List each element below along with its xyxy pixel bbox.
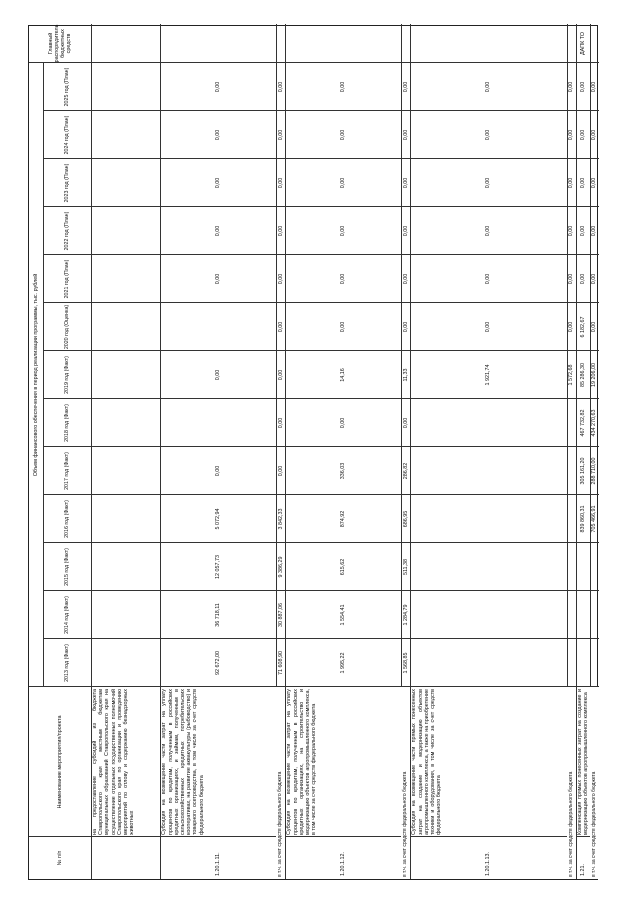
row-value: 0,00 bbox=[277, 273, 284, 285]
row-name: Компенсация прямых понесенных затрат на создание и модернизацию объектов агропромышленного комплекса bbox=[576, 689, 590, 835]
row-value: 19 206,00 bbox=[591, 363, 598, 387]
row-value: 3 842,33 bbox=[277, 508, 284, 530]
row-code: 1.21. bbox=[579, 864, 586, 876]
row-value: 0,00 bbox=[591, 273, 598, 285]
row-value bbox=[91, 543, 160, 591]
row-value bbox=[590, 639, 599, 687]
row-manager bbox=[160, 24, 276, 63]
row-value: 30 887,06 bbox=[277, 603, 284, 627]
row-value bbox=[410, 591, 566, 639]
row-value: 9 386,29 bbox=[277, 556, 284, 578]
header-year-3: 2016 год (Факт) bbox=[63, 500, 70, 538]
row-value: 0,00 bbox=[402, 129, 409, 141]
header-year-9: 2022 год (План) bbox=[63, 211, 70, 251]
row-value: 0,00 bbox=[340, 321, 347, 333]
row-value: 1 284,79 bbox=[402, 604, 409, 626]
row-value: 6 182,67 bbox=[579, 316, 586, 338]
row-value bbox=[91, 495, 160, 543]
header-year-8: 2021 год (План) bbox=[63, 259, 70, 299]
row-value: 0,00 bbox=[485, 81, 492, 93]
row-value bbox=[91, 111, 160, 159]
row-value: 0,00 bbox=[215, 273, 222, 285]
header-year-6: 2019 год (Факт) bbox=[63, 356, 70, 394]
row-value bbox=[590, 591, 599, 639]
row-value: 0,00 bbox=[579, 273, 586, 285]
row-value: 0,00 bbox=[485, 273, 492, 285]
row-value bbox=[567, 543, 576, 591]
header-year-0: 2013 год (Факт) bbox=[63, 644, 70, 682]
row-value bbox=[410, 399, 566, 447]
row-name: Субсидия на возмещение части затрат на уплату процентов по кредитам, полученным в российских кредитных организациях, на строительство и модернизацию объектов агропромышленного комплекса, в том числе за счет средств федерального бюджета bbox=[286, 689, 318, 835]
row-value: 0,00 bbox=[215, 129, 222, 141]
row-value: 1 572,68 bbox=[568, 364, 575, 386]
header-col-manager: Главный распорядитель бюджетных средств bbox=[47, 24, 73, 63]
row-value bbox=[91, 447, 160, 495]
row-value: 839 860,31 bbox=[579, 505, 586, 533]
row-value: 11,33 bbox=[402, 368, 409, 382]
row-value: 14,16 bbox=[340, 368, 347, 382]
row-value: 0,00 bbox=[340, 273, 347, 285]
row-value bbox=[410, 639, 566, 687]
row-manager bbox=[590, 24, 599, 63]
row-manager bbox=[567, 24, 576, 63]
row-value: 0,00 bbox=[402, 225, 409, 237]
row-value bbox=[576, 543, 590, 591]
row-value: 686,95 bbox=[402, 510, 409, 528]
row-name: на предоставление субсидий из бюджета Ставропольского края местным бюджетам муниципальных образований Ставропольского края на осуществление отдельных государственных полномочий Ставропольского края по организации и проведению мероприятий по отлову и содержанию безнадзорных животных bbox=[92, 689, 136, 835]
row-value bbox=[567, 495, 576, 543]
row-value: 0,00 bbox=[568, 321, 575, 333]
row-value: 0,00 bbox=[215, 225, 222, 237]
header-financing-group: Объем финансового обеспечения в период реализации программы, тыс. рублей bbox=[32, 273, 39, 477]
row-value bbox=[567, 447, 576, 495]
row-value: 92 672,00 bbox=[215, 651, 222, 675]
row-value: 286,82 bbox=[402, 462, 409, 480]
row-value: 0,00 bbox=[340, 81, 347, 93]
row-value: 0,00 bbox=[591, 129, 598, 141]
row-value: 434 270,63 bbox=[591, 409, 598, 437]
row-value: 0,00 bbox=[485, 177, 492, 189]
row-value: 0,00 bbox=[485, 321, 492, 333]
header-year-10: 2023 год (План) bbox=[63, 163, 70, 203]
row-value: 615,62 bbox=[340, 558, 347, 576]
row-value: 1 568,85 bbox=[402, 652, 409, 674]
row-value: 0,00 bbox=[340, 417, 347, 429]
row-value bbox=[567, 639, 576, 687]
row-value: 0,00 bbox=[402, 81, 409, 93]
row-manager: ДАПК ТО bbox=[579, 32, 586, 55]
row-value: 0,00 bbox=[340, 225, 347, 237]
row-value: 0,00 bbox=[402, 417, 409, 429]
row-value: 0,00 bbox=[402, 177, 409, 189]
row-federal-label: в т.ч. за счет средств федерального бюджета bbox=[276, 687, 285, 879]
row-manager bbox=[285, 24, 401, 63]
header-year-4: 2017 год (Факт) bbox=[63, 452, 70, 490]
row-value bbox=[590, 543, 599, 591]
header-col-name: Наименование мероприятия/проекта bbox=[56, 715, 63, 809]
row-federal-label: в т.ч. за счет средств федерального бюджета bbox=[401, 687, 410, 879]
row-value bbox=[410, 495, 566, 543]
row-code: 1.20.1.12. bbox=[340, 852, 347, 876]
row-value: 288 710,00 bbox=[591, 457, 598, 485]
row-value: 12 057,73 bbox=[215, 555, 222, 579]
row-value: 0,00 bbox=[277, 369, 284, 381]
row-value: 0,00 bbox=[568, 81, 575, 93]
row-value: 0,00 bbox=[277, 129, 284, 141]
row-value: 85 286,30 bbox=[579, 363, 586, 387]
row-value: 0,00 bbox=[277, 177, 284, 189]
row-value bbox=[91, 591, 160, 639]
row-value: 0,00 bbox=[277, 417, 284, 429]
row-value: 0,00 bbox=[215, 81, 222, 93]
row-value: 0,00 bbox=[568, 129, 575, 141]
row-manager bbox=[410, 24, 566, 63]
row-value bbox=[410, 447, 566, 495]
row-value: 511,38 bbox=[402, 558, 409, 576]
row-value: 1 554,41 bbox=[340, 604, 347, 626]
row-value bbox=[160, 303, 276, 351]
row-code: 1.20.1.11. bbox=[215, 852, 222, 876]
header-year-11: 2024 год (План) bbox=[63, 115, 70, 155]
row-value: 0,00 bbox=[579, 129, 586, 141]
row-value bbox=[91, 63, 160, 111]
row-value: 0,00 bbox=[591, 81, 598, 93]
row-value: 336,03 bbox=[340, 462, 347, 480]
row-federal-label: в т.ч. за счет средств федерального бюджета bbox=[567, 687, 576, 879]
row-manager bbox=[91, 24, 160, 63]
row-value bbox=[567, 399, 576, 447]
row-value: 0,00 bbox=[568, 273, 575, 285]
row-code bbox=[91, 837, 160, 879]
row-value: 1 921,74 bbox=[485, 364, 492, 386]
row-value bbox=[160, 399, 276, 447]
row-manager bbox=[401, 24, 410, 63]
header-year-12: 2025 год (План) bbox=[63, 67, 70, 107]
header-year-2: 2015 год (Факт) bbox=[63, 548, 70, 586]
row-value bbox=[91, 639, 160, 687]
row-value bbox=[91, 159, 160, 207]
row-value: 705 466,91 bbox=[591, 505, 598, 533]
grid-line bbox=[43, 63, 44, 687]
row-value: 0,00 bbox=[568, 225, 575, 237]
row-value: 36 718,11 bbox=[215, 603, 222, 627]
row-value: 0,00 bbox=[579, 81, 586, 93]
row-value: 0,00 bbox=[402, 273, 409, 285]
row-manager bbox=[276, 24, 285, 63]
row-value: 1 995,22 bbox=[340, 652, 347, 674]
row-value: 0,00 bbox=[215, 369, 222, 381]
row-value: 0,00 bbox=[277, 465, 284, 477]
row-value bbox=[410, 543, 566, 591]
row-value bbox=[91, 255, 160, 303]
row-value: 0,00 bbox=[579, 225, 586, 237]
row-value: 5 072,94 bbox=[215, 508, 222, 530]
row-value: 0,00 bbox=[579, 177, 586, 189]
financing-table bbox=[28, 25, 598, 880]
row-value: 0,00 bbox=[215, 465, 222, 477]
row-value: 0,00 bbox=[277, 321, 284, 333]
row-code: 1.20.1.13. bbox=[485, 852, 492, 876]
row-value bbox=[91, 399, 160, 447]
row-value bbox=[91, 303, 160, 351]
row-value: 305 161,20 bbox=[579, 457, 586, 485]
row-value: 0,00 bbox=[402, 321, 409, 333]
row-value: 0,00 bbox=[591, 321, 598, 333]
row-value: 0,00 bbox=[215, 177, 222, 189]
row-value: 467 732,82 bbox=[579, 409, 586, 437]
row-value: 0,00 bbox=[340, 177, 347, 189]
header-year-7: 2020 год (Оценка) bbox=[63, 304, 70, 350]
row-federal-label: в т.ч. за счет средств федерального бюджета bbox=[590, 687, 599, 879]
row-name: Субсидия на возмещение части прямых понесенных затрат на создание и модернизацию объектов агропромышленного комплекса, а также на приобретение техники и оборудования, в том числе за счет средств федерального бюджета bbox=[411, 689, 443, 835]
row-value bbox=[91, 351, 160, 399]
row-value: 0,00 bbox=[277, 225, 284, 237]
row-value bbox=[576, 591, 590, 639]
row-value: 0,00 bbox=[485, 129, 492, 141]
row-value: 0,00 bbox=[277, 81, 284, 93]
row-value bbox=[567, 591, 576, 639]
header-year-5: 2018 год (Факт) bbox=[63, 404, 70, 442]
header-col-no: № п/п bbox=[56, 850, 63, 866]
row-value bbox=[576, 639, 590, 687]
row-value: 0,00 bbox=[340, 129, 347, 141]
row-value: 0,00 bbox=[591, 177, 598, 189]
row-value bbox=[91, 207, 160, 255]
row-value: 0,00 bbox=[485, 225, 492, 237]
row-value: 0,00 bbox=[591, 225, 598, 237]
header-year-1: 2014 год (Факт) bbox=[63, 596, 70, 634]
row-value: 874,92 bbox=[340, 510, 347, 528]
row-value: 71 608,90 bbox=[277, 651, 284, 675]
row-value: 0,00 bbox=[568, 177, 575, 189]
row-name: Субсидия на возмещение части затрат на уплату процентов по кредитам, полученным в российских кредитных организациях, и займам, полученным в сельскохозяйственных кредитных потребительских кооперативах, на развитие аквакультуры (рыбоводство) и товарного осетроводства, в том числе за счет средств федерального бюджета bbox=[161, 689, 205, 835]
